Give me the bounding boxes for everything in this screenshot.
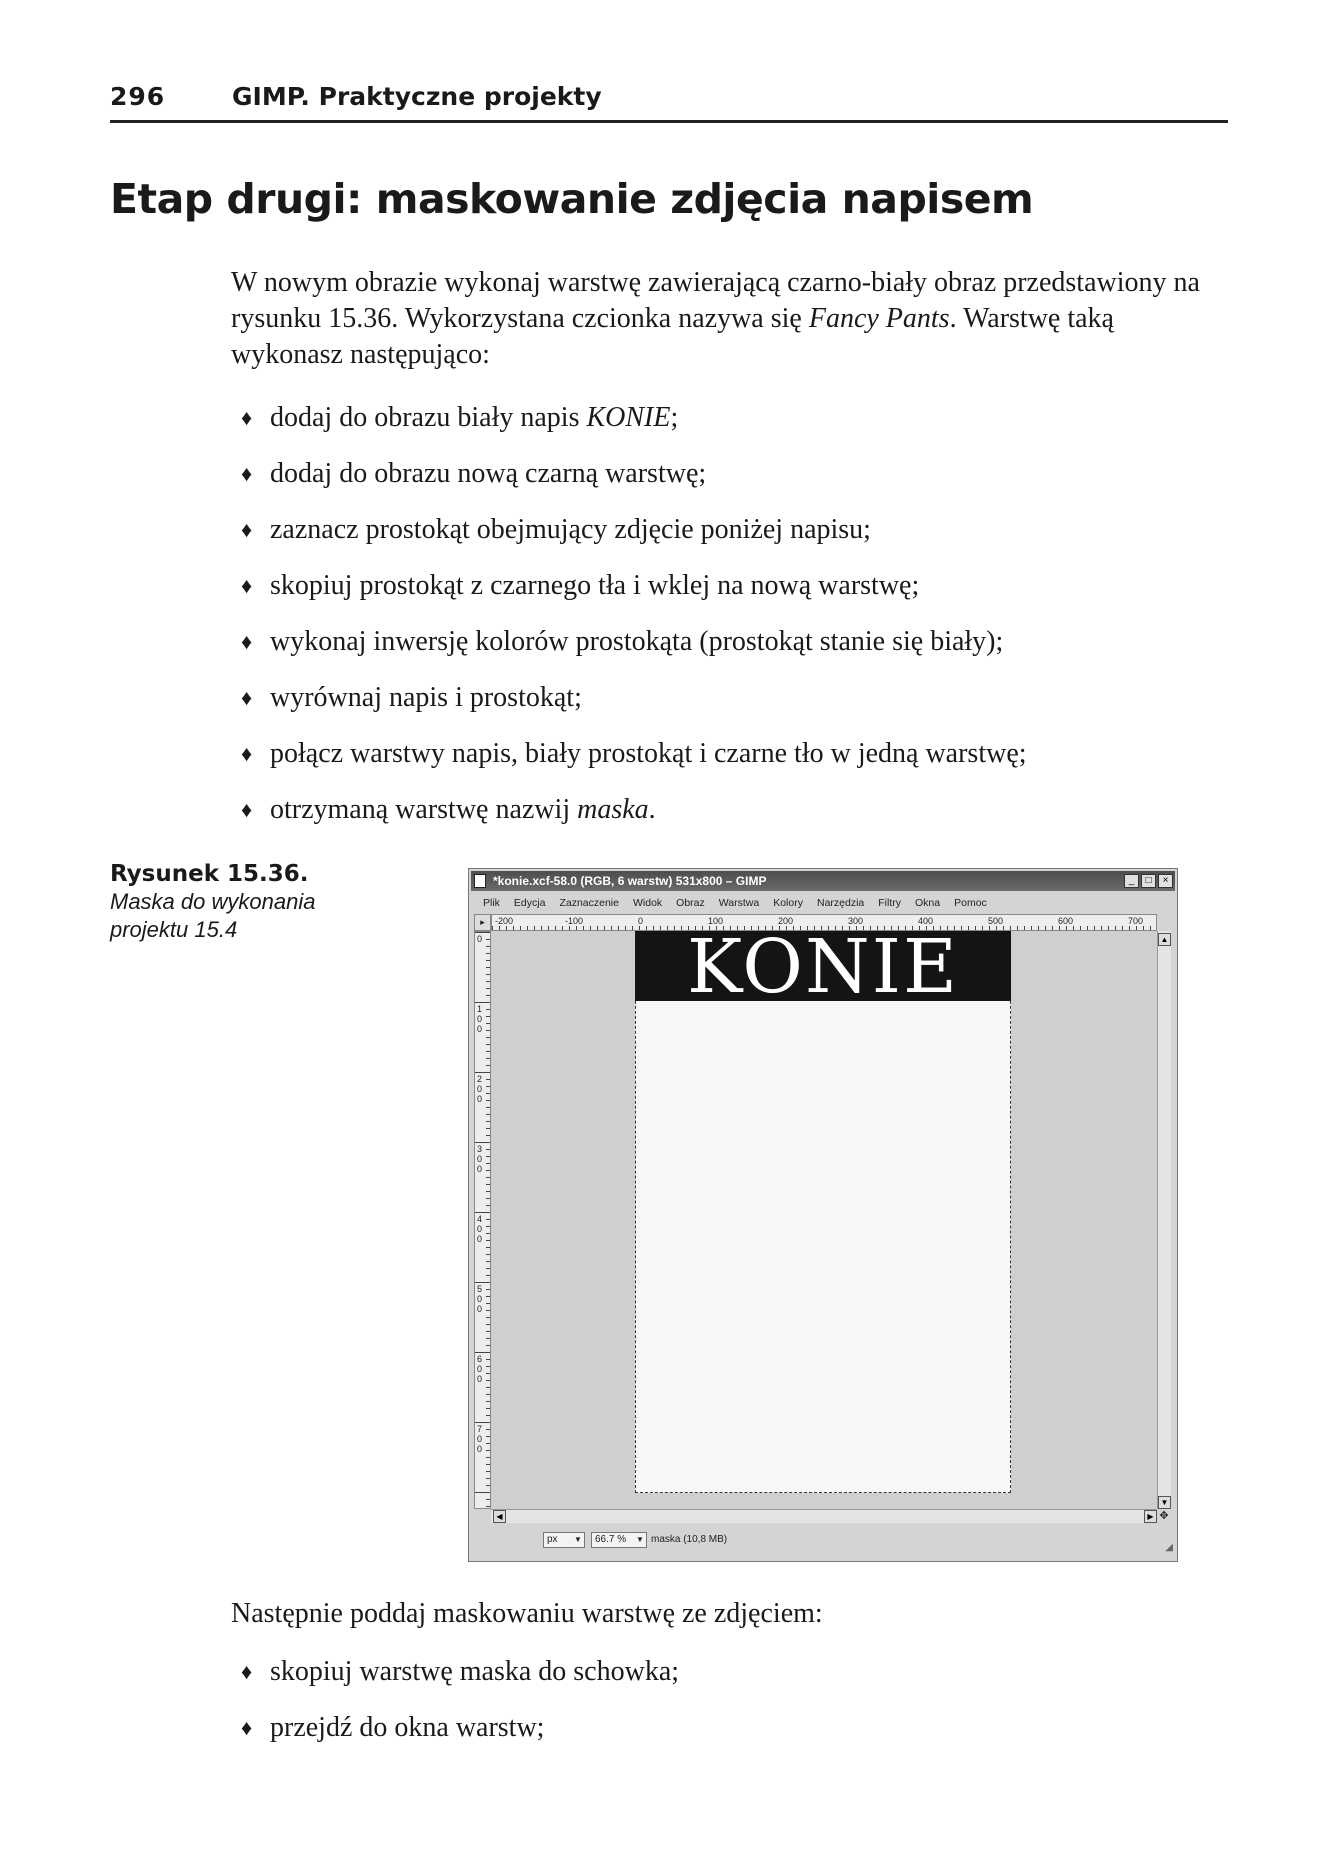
- diamond-bullet-icon: ♦: [241, 629, 253, 654]
- ruler-tick: [475, 1072, 490, 1073]
- ruler-tick: [486, 1478, 490, 1479]
- ruler-tick: [632, 926, 633, 930]
- ruler-tick: [475, 1282, 490, 1283]
- ruler-tick: [486, 967, 490, 968]
- statusbar: [471, 1525, 1175, 1555]
- ruler-tick: [486, 1429, 490, 1430]
- close-button[interactable]: ×: [1158, 874, 1173, 888]
- ruler-tick: [486, 1233, 490, 1234]
- section-title: Etap drugi: maskowanie zdjęcia napisem: [110, 175, 1034, 223]
- ruler-tick: [1101, 926, 1102, 930]
- ruler-tick: [765, 926, 766, 930]
- konie-text: KONIE: [687, 931, 959, 1001]
- ruler-tick: [486, 1275, 490, 1276]
- menu-warstwa[interactable]: Warstwa: [718, 897, 760, 909]
- window-titlebar[interactable]: [471, 871, 1175, 891]
- ruler-tick: [681, 926, 682, 930]
- ruler-tick: [486, 1261, 490, 1262]
- step-text: otrzymaną warstwę nazwij: [270, 794, 578, 825]
- ruler-tick: [486, 988, 490, 989]
- ruler-label: 500: [988, 916, 1004, 926]
- ruler-tick: [486, 1499, 490, 1500]
- ruler-tick: [486, 1191, 490, 1192]
- list-item: [241, 512, 1231, 568]
- horizontal-scrollbar[interactable]: [491, 1509, 1157, 1523]
- ruler-tick: [926, 926, 927, 930]
- diamond-bullet-icon: ♦: [241, 1659, 253, 1684]
- ruler-tick: [475, 1142, 490, 1143]
- ruler-tick: [486, 1296, 490, 1297]
- step-italic: KONIE: [586, 402, 671, 433]
- ruler-tick: [1143, 926, 1144, 930]
- minimize-button[interactable]: _: [1124, 874, 1139, 888]
- ruler-tick: [779, 926, 780, 930]
- step-text: skopiuj warstwę maska do schowka;: [270, 1656, 680, 1687]
- ruler-label: 300: [848, 916, 864, 926]
- ruler-tick: [486, 981, 490, 982]
- list-item: [241, 1710, 1231, 1766]
- ruler-tick: [590, 926, 591, 930]
- ruler-label: 200: [778, 916, 794, 926]
- ruler-tick: [1045, 926, 1046, 930]
- ruler-label: 100: [708, 916, 724, 926]
- ruler-tick: [486, 1324, 490, 1325]
- ruler-label: -100: [565, 916, 584, 926]
- chevron-down-icon: ▼: [636, 1535, 644, 1544]
- ruler-tick: [548, 926, 549, 930]
- step-text: dodaj do obrazu biały napis: [270, 402, 587, 433]
- ruler-tick: [674, 926, 675, 930]
- ruler-tick: [793, 926, 794, 930]
- ruler-tick: [486, 1401, 490, 1402]
- ruler-tick: [475, 1352, 490, 1353]
- ruler-tick: [1080, 926, 1081, 930]
- ruler-tick: [486, 1065, 490, 1066]
- page-header: [110, 80, 1228, 123]
- after-steps-list: [241, 1654, 1231, 1766]
- step-text: przejdź do okna warstw;: [270, 1712, 545, 1743]
- ruler-tick: [716, 926, 717, 930]
- ruler-tick: [486, 1226, 490, 1227]
- steps-list: [241, 400, 1231, 848]
- chevron-down-icon: ▼: [574, 1535, 582, 1544]
- list-item: [241, 400, 1231, 456]
- ruler-tick: [486, 1310, 490, 1311]
- menu-pomoc[interactable]: Pomoc: [954, 897, 987, 909]
- ruler-label: 0: [477, 934, 483, 944]
- ruler-tick: [961, 926, 962, 930]
- ruler-tick: [534, 926, 535, 930]
- scroll-right-icon[interactable]: ▶: [1144, 1510, 1157, 1523]
- ruler-tick: [486, 1107, 490, 1108]
- ruler-tick: [486, 1121, 490, 1122]
- ruler-tick: [486, 1443, 490, 1444]
- ruler-tick: [486, 1037, 490, 1038]
- ruler-tick: [486, 1163, 490, 1164]
- ruler-tick: [486, 1198, 490, 1199]
- menu-kolory[interactable]: Kolory: [773, 897, 803, 909]
- diamond-bullet-icon: ♦: [241, 461, 253, 486]
- ruler-tick: [486, 1177, 490, 1178]
- ruler-tick: [1094, 926, 1095, 930]
- ruler-tick: [486, 1359, 490, 1360]
- step-text: skopiuj prostokąt z czarnego tła i wklej na nową warstwę;: [270, 570, 920, 601]
- ruler-tick: [1129, 926, 1130, 930]
- ruler-tick: [486, 1408, 490, 1409]
- gimp-window: [468, 868, 1178, 1562]
- ruler-tick: [1059, 926, 1060, 930]
- ruler-tick: [486, 1506, 490, 1507]
- ruler-tick: [807, 926, 808, 930]
- ruler-tick: [486, 1373, 490, 1374]
- ruler-tick: [1150, 926, 1151, 930]
- ruler-tick: [486, 1114, 490, 1115]
- ruler-tick: [541, 926, 542, 930]
- ruler-tick: [475, 1212, 490, 1213]
- ruler-tick: [1066, 926, 1067, 930]
- menu-obraz[interactable]: Obraz: [676, 897, 705, 909]
- ruler-tick: [1073, 926, 1074, 930]
- ruler-tick: [835, 926, 836, 930]
- ruler-tick: [877, 926, 878, 930]
- ruler-tick: [597, 926, 598, 930]
- ruler-tick: [989, 926, 990, 930]
- list-item: [241, 456, 1231, 512]
- ruler-tick: [486, 1268, 490, 1269]
- ruler-tick: [975, 926, 976, 930]
- ruler-tick: [912, 926, 913, 930]
- ruler-tick: [486, 1387, 490, 1388]
- menu-zaznaczenie[interactable]: Zaznaczenie: [559, 897, 619, 909]
- diamond-bullet-icon: ♦: [241, 405, 253, 430]
- ruler-tick: [486, 953, 490, 954]
- ruler-tick: [611, 926, 612, 930]
- ruler-tick: [667, 926, 668, 930]
- ruler-tick: [625, 926, 626, 930]
- ruler-tick: [695, 926, 696, 930]
- step-text: połącz warstwy napis, biały prostokąt i czarne tło w jedną warstwę;: [270, 738, 1027, 769]
- ruler-tick: [486, 1135, 490, 1136]
- diamond-bullet-icon: ♦: [241, 1715, 253, 1740]
- ruler-tick: [856, 926, 857, 930]
- ruler-tick: [486, 1254, 490, 1255]
- ruler-tick: [702, 926, 703, 930]
- navigate-icon[interactable]: ✥: [1159, 1510, 1169, 1522]
- image-canvas[interactable]: [635, 931, 1011, 1493]
- ruler-tick: [486, 995, 490, 996]
- ruler-label: 700: [477, 1424, 483, 1454]
- ruler-tick: [863, 926, 864, 930]
- ruler-tick: [1136, 926, 1137, 930]
- ruler-tick: [618, 926, 619, 930]
- ruler-tick: [499, 926, 500, 930]
- ruler-tick: [475, 1002, 490, 1003]
- ruler-tick: [486, 1086, 490, 1087]
- ruler-tick: [486, 1156, 490, 1157]
- after-paragraph: Następnie poddaj maskowaniu warstwę ze zdjęciem:: [231, 1598, 823, 1629]
- scroll-up-icon[interactable]: ▲: [1158, 933, 1171, 946]
- ruler-tick: [486, 1016, 490, 1017]
- ruler-tick: [1108, 926, 1109, 930]
- list-item: [241, 568, 1231, 624]
- ruler-tick: [486, 1051, 490, 1052]
- menu-okna[interactable]: Okna: [915, 897, 941, 909]
- ruler-tick: [1052, 926, 1053, 930]
- ruler-label: -200: [495, 916, 514, 926]
- ruler-tick: [486, 1380, 490, 1381]
- ruler-tick: [660, 926, 661, 930]
- intro-text-start: W nowym obrazie wykonaj warstwę zawierającą czarno-biały obraz przedstawiony na rysunku 15.36. Wykorzystana czcionka nazywa się: [231, 267, 1200, 334]
- menu-filtry[interactable]: Filtry: [878, 897, 902, 909]
- list-item: [241, 736, 1231, 792]
- ruler-label: 700: [1128, 916, 1144, 926]
- step-text: wyrównaj napis i prostokąt;: [270, 682, 582, 713]
- ruler-tick: [486, 1184, 490, 1185]
- ruler-tick: [486, 1219, 490, 1220]
- ruler-tick: [486, 974, 490, 975]
- ruler-tick: [555, 926, 556, 930]
- unit-value: px: [547, 1534, 558, 1545]
- ruler-tick: [639, 926, 640, 930]
- figure-caption: [110, 860, 410, 944]
- ruler-tick: [758, 926, 759, 930]
- ruler-tick: [982, 926, 983, 930]
- step-text: zaznacz prostokąt obejmujący zdjęcie poniżej napisu;: [270, 514, 871, 545]
- ruler-tick: [772, 926, 773, 930]
- step-text: wykonaj inwersję kolorów prostokąta (prostokąt stanie się biały);: [270, 626, 1004, 657]
- ruler-tick: [786, 926, 787, 930]
- ruler-tick: [562, 926, 563, 930]
- ruler-tick: [492, 926, 493, 930]
- scroll-left-icon[interactable]: ◀: [493, 1510, 506, 1523]
- ruler-tick: [709, 926, 710, 930]
- step-end: ;: [670, 402, 679, 433]
- unit-select[interactable]: [543, 1532, 585, 1548]
- ruler-tick: [513, 926, 514, 930]
- ruler-tick: [884, 926, 885, 930]
- zoom-select[interactable]: [591, 1532, 647, 1548]
- ruler-tick: [520, 926, 521, 930]
- ruler-tick: [996, 926, 997, 930]
- step-italic: maska: [577, 794, 649, 825]
- ruler-tick: [898, 926, 899, 930]
- ruler-tick: [486, 1457, 490, 1458]
- ruler-tick: [1038, 926, 1039, 930]
- ruler-tick: [486, 1247, 490, 1248]
- ruler-tick: [486, 1093, 490, 1094]
- ruler-tick: [486, 1485, 490, 1486]
- ruler-label: 500: [477, 1284, 483, 1314]
- ruler-tick: [475, 1492, 490, 1493]
- ruler-label: 600: [477, 1354, 483, 1384]
- status-text: maska (10,8 MB): [651, 1534, 728, 1545]
- ruler-tick: [475, 932, 490, 933]
- ruler-tick: [506, 926, 507, 930]
- ruler-top[interactable]: [491, 914, 1157, 931]
- ruler-tick: [486, 1471, 490, 1472]
- ruler-tick: [744, 926, 745, 930]
- ruler-tick: [486, 1023, 490, 1024]
- ruler-tick: [947, 926, 948, 930]
- diamond-bullet-icon: ♦: [241, 741, 253, 766]
- ruler-tick: [486, 1149, 490, 1150]
- diamond-bullet-icon: ♦: [241, 517, 253, 542]
- ruler-tick: [968, 926, 969, 930]
- menu-edycja[interactable]: Edycja: [513, 897, 546, 909]
- menu-plik[interactable]: Plik: [483, 897, 500, 909]
- ruler-tick: [604, 926, 605, 930]
- diamond-bullet-icon: ♦: [241, 797, 253, 822]
- ruler-tick: [730, 926, 731, 930]
- ruler-tick: [653, 926, 654, 930]
- ruler-label: 100: [477, 1004, 483, 1034]
- menu-narzedzia[interactable]: Narzędzia: [816, 897, 865, 909]
- ruler-tick: [486, 960, 490, 961]
- ruler-tick: [486, 1128, 490, 1129]
- ruler-tick: [486, 1240, 490, 1241]
- step-end: .: [648, 794, 656, 825]
- book-title: GIMP. Praktyczne projekty: [232, 82, 602, 111]
- ruler-corner-menu-icon[interactable]: ▸: [474, 914, 491, 931]
- ruler-tick: [954, 926, 955, 930]
- ruler-tick: [1115, 926, 1116, 930]
- ruler-tick: [800, 926, 801, 930]
- menubar: [471, 894, 1175, 912]
- ruler-label: 400: [477, 1214, 483, 1244]
- ruler-tick: [486, 1009, 490, 1010]
- ruler-tick: [486, 939, 490, 940]
- ruler-tick: [723, 926, 724, 930]
- step-text: dodaj do obrazu nową czarną warstwę;: [270, 458, 707, 489]
- ruler-tick: [919, 926, 920, 930]
- ruler-tick: [940, 926, 941, 930]
- ruler-tick: [486, 1345, 490, 1346]
- list-item: [241, 792, 1231, 848]
- ruler-tick: [688, 926, 689, 930]
- ruler-tick: [486, 1205, 490, 1206]
- menu-widok[interactable]: Widok: [632, 897, 663, 909]
- ruler-left[interactable]: [474, 931, 491, 1509]
- ruler-tick: [486, 1366, 490, 1367]
- ruler-tick: [828, 926, 829, 930]
- ruler-tick: [486, 1415, 490, 1416]
- ruler-tick: [870, 926, 871, 930]
- ruler-tick: [1003, 926, 1004, 930]
- ruler-tick: [486, 1317, 490, 1318]
- ruler-tick: [569, 926, 570, 930]
- list-item: [241, 624, 1231, 680]
- ruler-tick: [486, 1338, 490, 1339]
- gimp-app-icon: [474, 874, 486, 888]
- ruler-tick: [814, 926, 815, 930]
- ruler-tick: [737, 926, 738, 930]
- canvas-area[interactable]: [491, 931, 1157, 1509]
- figure-label: Rysunek 15.36.: [110, 861, 309, 887]
- ruler-tick: [486, 1303, 490, 1304]
- resize-grip-icon[interactable]: ◢: [1165, 1542, 1173, 1553]
- ruler-tick: [486, 1464, 490, 1465]
- ruler-tick: [486, 946, 490, 947]
- intro-paragraph: [231, 265, 1229, 373]
- ruler-tick: [576, 926, 577, 930]
- ruler-tick: [486, 1394, 490, 1395]
- ruler-tick: [1017, 926, 1018, 930]
- ruler-tick: [1010, 926, 1011, 930]
- ruler-tick: [849, 926, 850, 930]
- diamond-bullet-icon: ♦: [241, 573, 253, 598]
- ruler-tick: [486, 1436, 490, 1437]
- zoom-value: 66.7 %: [595, 1534, 627, 1545]
- list-item: [241, 680, 1231, 736]
- ruler-tick: [486, 1044, 490, 1045]
- ruler-tick: [842, 926, 843, 930]
- page-number: 296: [110, 82, 166, 111]
- ruler-tick: [527, 926, 528, 930]
- vertical-scrollbar[interactable]: [1157, 931, 1171, 1509]
- diamond-bullet-icon: ♦: [241, 685, 253, 710]
- ruler-tick: [486, 1079, 490, 1080]
- ruler-label: 400: [918, 916, 934, 926]
- ruler-tick: [486, 1030, 490, 1031]
- ruler-tick: [486, 1331, 490, 1332]
- ruler-tick: [486, 1289, 490, 1290]
- ruler-tick: [821, 926, 822, 930]
- window-title: *konie.xcf-58.0 (RGB, 6 warstw) 531x800 – GIMP: [493, 874, 767, 888]
- ruler-label: 600: [1058, 916, 1074, 926]
- ruler-tick: [486, 1100, 490, 1101]
- font-name: Fancy Pants: [808, 303, 950, 334]
- konie-text-band: [635, 931, 1011, 1001]
- intro-text-end: . Warstwę taką wykonasz następująco:: [231, 303, 1114, 370]
- figure-description: Maska do wykonania projektu 15.4: [110, 889, 316, 942]
- scroll-down-icon[interactable]: ▼: [1158, 1496, 1171, 1509]
- ruler-tick: [475, 1422, 490, 1423]
- ruler-tick: [905, 926, 906, 930]
- ruler-tick: [891, 926, 892, 930]
- ruler-tick: [751, 926, 752, 930]
- ruler-label: 300: [477, 1144, 483, 1174]
- ruler-tick: [486, 1058, 490, 1059]
- ruler-label: 0: [638, 916, 644, 926]
- ruler-tick: [933, 926, 934, 930]
- ruler-tick: [1087, 926, 1088, 930]
- list-item: [241, 1654, 1231, 1710]
- ruler-tick: [646, 926, 647, 930]
- ruler-tick: [486, 1450, 490, 1451]
- ruler-tick: [1122, 926, 1123, 930]
- ruler-tick: [1031, 926, 1032, 930]
- ruler-label: 200: [477, 1074, 483, 1104]
- maximize-button[interactable]: □: [1141, 874, 1156, 888]
- ruler-tick: [486, 1170, 490, 1171]
- ruler-tick: [1024, 926, 1025, 930]
- ruler-tick: [583, 926, 584, 930]
